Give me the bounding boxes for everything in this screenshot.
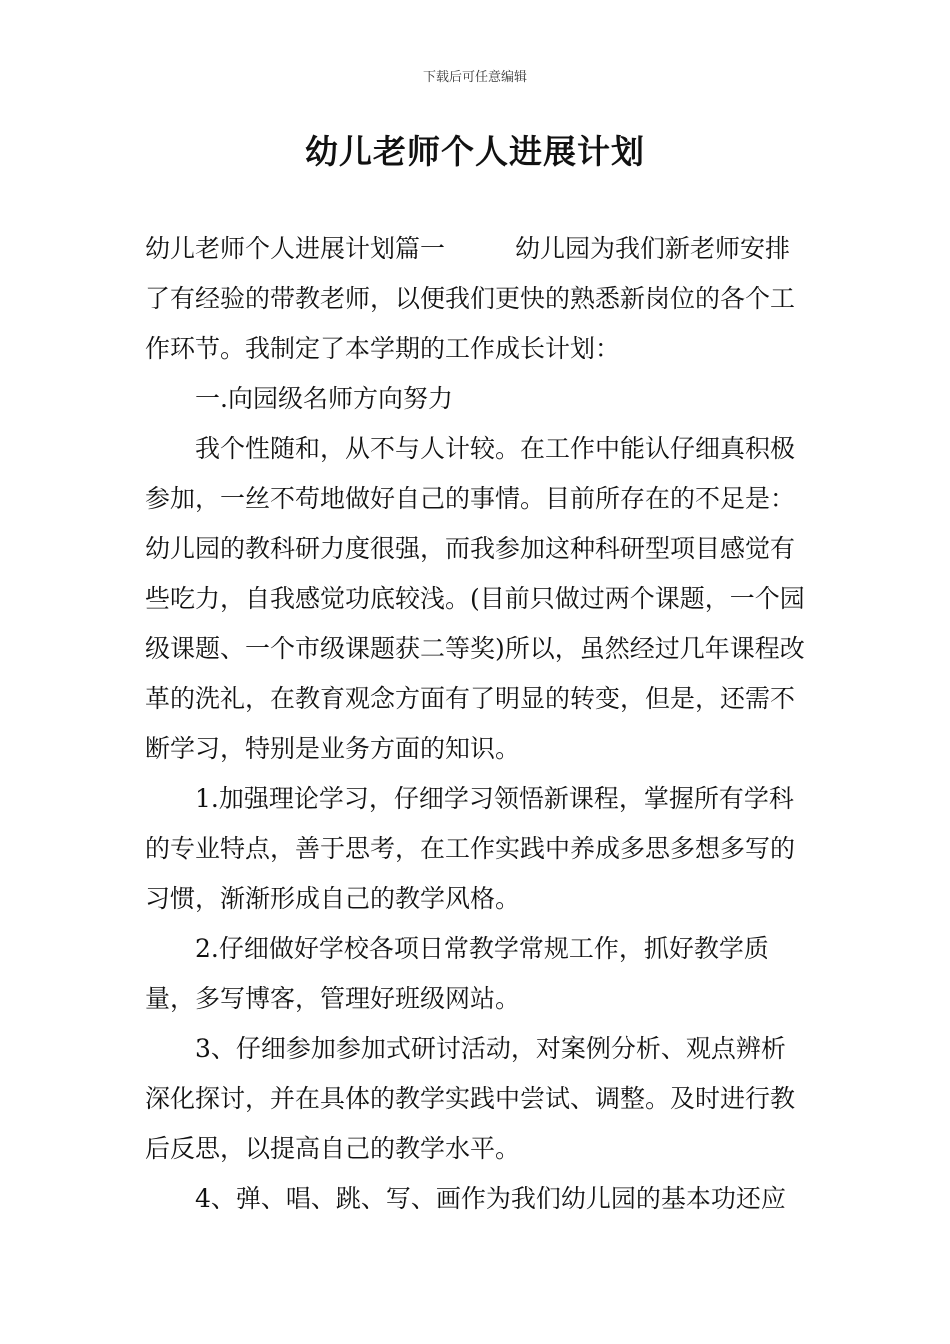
- paragraph-goal: 一.向园级名师方向努力: [195, 384, 453, 413]
- paragraph-item-3: 3、仔细参加参加式研讨活动，对案例分析、观点辨析深化探讨，并在具体的教学实践中尝试、调整。及时进行教后反思，以提高自己的教学水平。: [145, 1034, 796, 1163]
- first-paragraph-text: 幼儿园为我们新老师安排了有经验的带教老师，以便我们更快的熟悉新岗位的各个工作环节。我制定了本学期的工作成长计划：: [145, 234, 796, 363]
- paragraph-item-1: 1.加强理论学习，仔细学习领悟新课程，掌握所有学科的专业特点，善于思考，在工作实践中养成多思多想多写的习惯，渐渐形成自己的教学风格。: [145, 784, 796, 913]
- section-heading: 幼儿老师个人进展计划篇一: [145, 234, 446, 263]
- document-body: [145, 224, 809, 1224]
- first-paragraph: [145, 224, 809, 374]
- paragraph-item-4: 4、弹、唱、跳、写、画作为我们幼儿园的基本功还应: [195, 1184, 786, 1213]
- header-note: 下载后可任意编辑: [422, 70, 527, 85]
- paragraph-item-2: 2.仔细做好学校各项日常教学常规工作，抓好教学质量，多写博客，管理好班级网站。: [145, 934, 769, 1013]
- document-title: 幼儿老师个人进展计划: [305, 132, 645, 171]
- paragraph-self-assessment: 我个性随和，从不与人计较。在工作中能认仔细真积极参加，一丝不苟地做好自己的事情。目前所存在的不足是：幼儿园的教科研力度很强，而我参加这种科研型项目感觉有些吃力，自我感觉功底较浅。(目前只做过两个课题，一个园级课题、一个市级课题获二等奖)所以，虽然经过几年课程改革的洗礼，在教育观念方面有了明显的转变，但是，还需不断学习，特别是业务方面的知识。: [145, 434, 805, 763]
